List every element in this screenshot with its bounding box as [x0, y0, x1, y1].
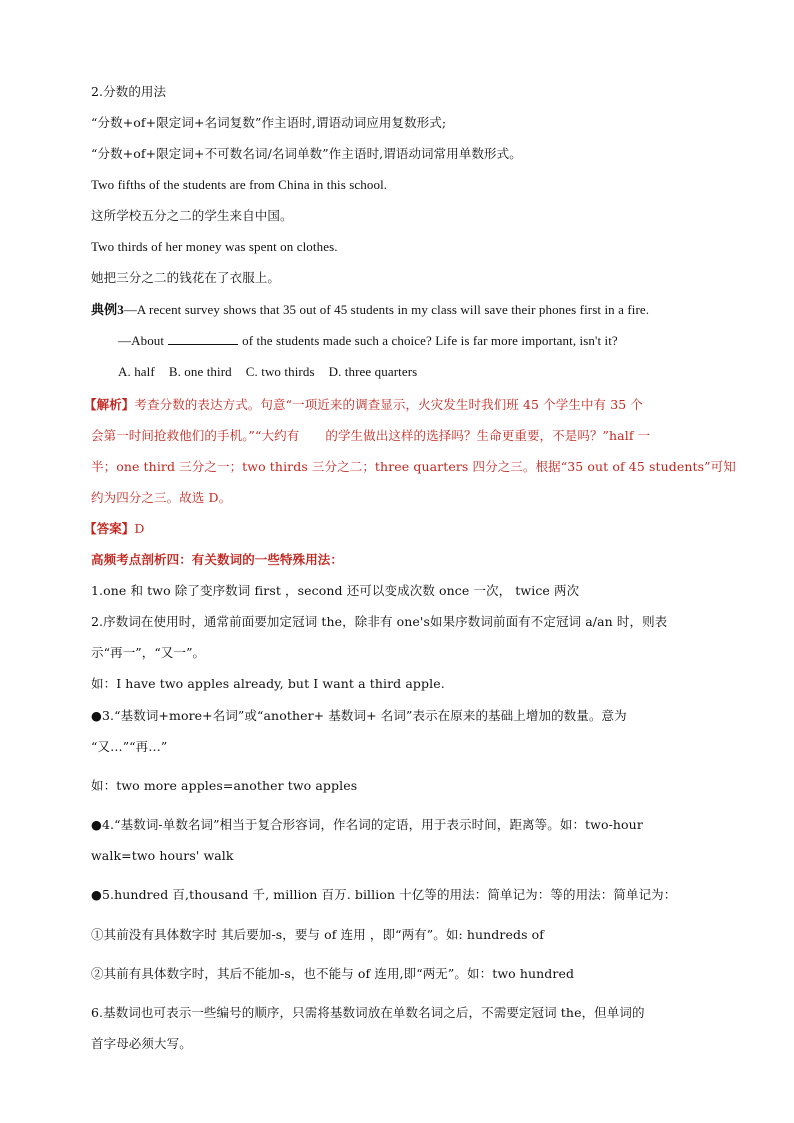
answer-line: [84, 521, 145, 537]
paragraph-5-rule-2: ②其前有具体数字时，其后不能加-s，也不能与 of 连用,即“两无”。如：two hundred: [91, 966, 575, 981]
example3-stem: [91, 302, 649, 318]
example3-stem-text: —A recent survey shows that 35 out of 45 students in my class will save their phones first in a fire.: [123, 302, 650, 317]
example-sentence-en: Two thirds of her money was spent on clothes.: [91, 239, 338, 254]
option-d: D. three quarters: [328, 364, 418, 379]
example3-options: [118, 364, 431, 380]
option-b: B. one third: [168, 364, 232, 379]
option-a: A. half: [118, 364, 155, 379]
analysis-line: 【解析】考查分数的表达方式。句意“一项近来的调查显示，火灾发生时我们班 45 个学生中有 35 个: [84, 397, 644, 412]
paragraph-3: ●3.“基数词+more+名词”或“another+ 基数词+ 名词”表示在原来的基础上增加的数量。意为: [91, 708, 627, 723]
analysis-line: 约为四分之三。故选 D。: [91, 490, 232, 505]
paragraph-2-example: 如：I have two apples already, but I want a third apple.: [91, 676, 445, 691]
paragraph-4-cont: walk=two hours' walk: [91, 848, 234, 863]
paragraph-5-rule-1: ①其前没有具体数字时 其后要加-s，要与 of 连用 ，即“两有”。如: hundreds of: [91, 927, 545, 942]
rule-plural: “分数+of+限定词+名词复数”作主语时,谓语动词应用复数形式;: [91, 115, 447, 130]
paragraph-6: 6.基数词也可表示一些编号的顺序，只需将基数词放在单数名词之后，不需要定冠词 the，但单词的: [91, 1005, 645, 1020]
paragraph-2: 2.序数词在使用时，通常前面要加定冠词 the，除非有 one's如果序数词前面有不定冠词 a/an 时，则表: [91, 614, 668, 629]
paragraph-3-example: 如：two more apples=another two apples: [91, 778, 358, 793]
answer-blank: [168, 333, 238, 345]
answer-value: D: [134, 521, 145, 536]
section-title-numerals: 高频考点剖析四：有关数词的一些特殊用法：: [91, 552, 344, 567]
paragraph-1: 1.one 和 two 除了变序数词 first ，second 还可以变成次数 once 一次， twice 两次: [91, 583, 580, 598]
analysis-label: 【解析】: [84, 397, 135, 412]
paragraph-4: ●4.“基数词-单数名词”相当于复合形容词，作名词的定语，用于表示时间，距离等。如：two-hour: [91, 817, 643, 832]
paragraph-2-cont: 示“再一”，“又一”。: [91, 645, 206, 660]
paragraph-5: ●5.hundred 百,thousand 千, million 百万. billion 十亿等的用法：简单记为：等的用法：简单记为：: [91, 887, 677, 902]
example3-label: 典例3: [91, 302, 124, 317]
question-prefix: —About: [118, 333, 165, 348]
example-sentence-en: Two fifths of the students are from China in this school.: [91, 177, 388, 192]
section-heading-fractions: 2.分数的用法: [91, 84, 167, 99]
analysis-line: 半；one third 三分之一；two thirds 三分之二；three quarters 四分之三。根据“35 out of 45 students”可知: [91, 459, 736, 474]
paragraph-6-cont: 首字母必须大写。: [91, 1036, 192, 1051]
analysis-line: 会第一时间抢救他们的手机。”“大约有 的学生做出这样的选择吗？生命更重要，不是吗？”half 一: [91, 428, 651, 443]
rule-singular: “分数+of+限定词+不可数名词/名词单数”作主语时,谓语动词常用单数形式。: [91, 146, 522, 161]
example3-question: [118, 333, 618, 349]
paragraph-3-cont: “又…”“再…”: [91, 739, 168, 754]
answer-label: 【答案】: [84, 521, 135, 536]
option-c: C. two thirds: [245, 364, 315, 379]
example-sentence-zh: 这所学校五分之二的学生来自中国。: [91, 208, 293, 223]
question-suffix: of the students made such a choice? Life is far more important, isn't it?: [242, 333, 618, 348]
example-sentence-zh: 她把三分之二的钱花在了衣服上。: [91, 270, 281, 285]
